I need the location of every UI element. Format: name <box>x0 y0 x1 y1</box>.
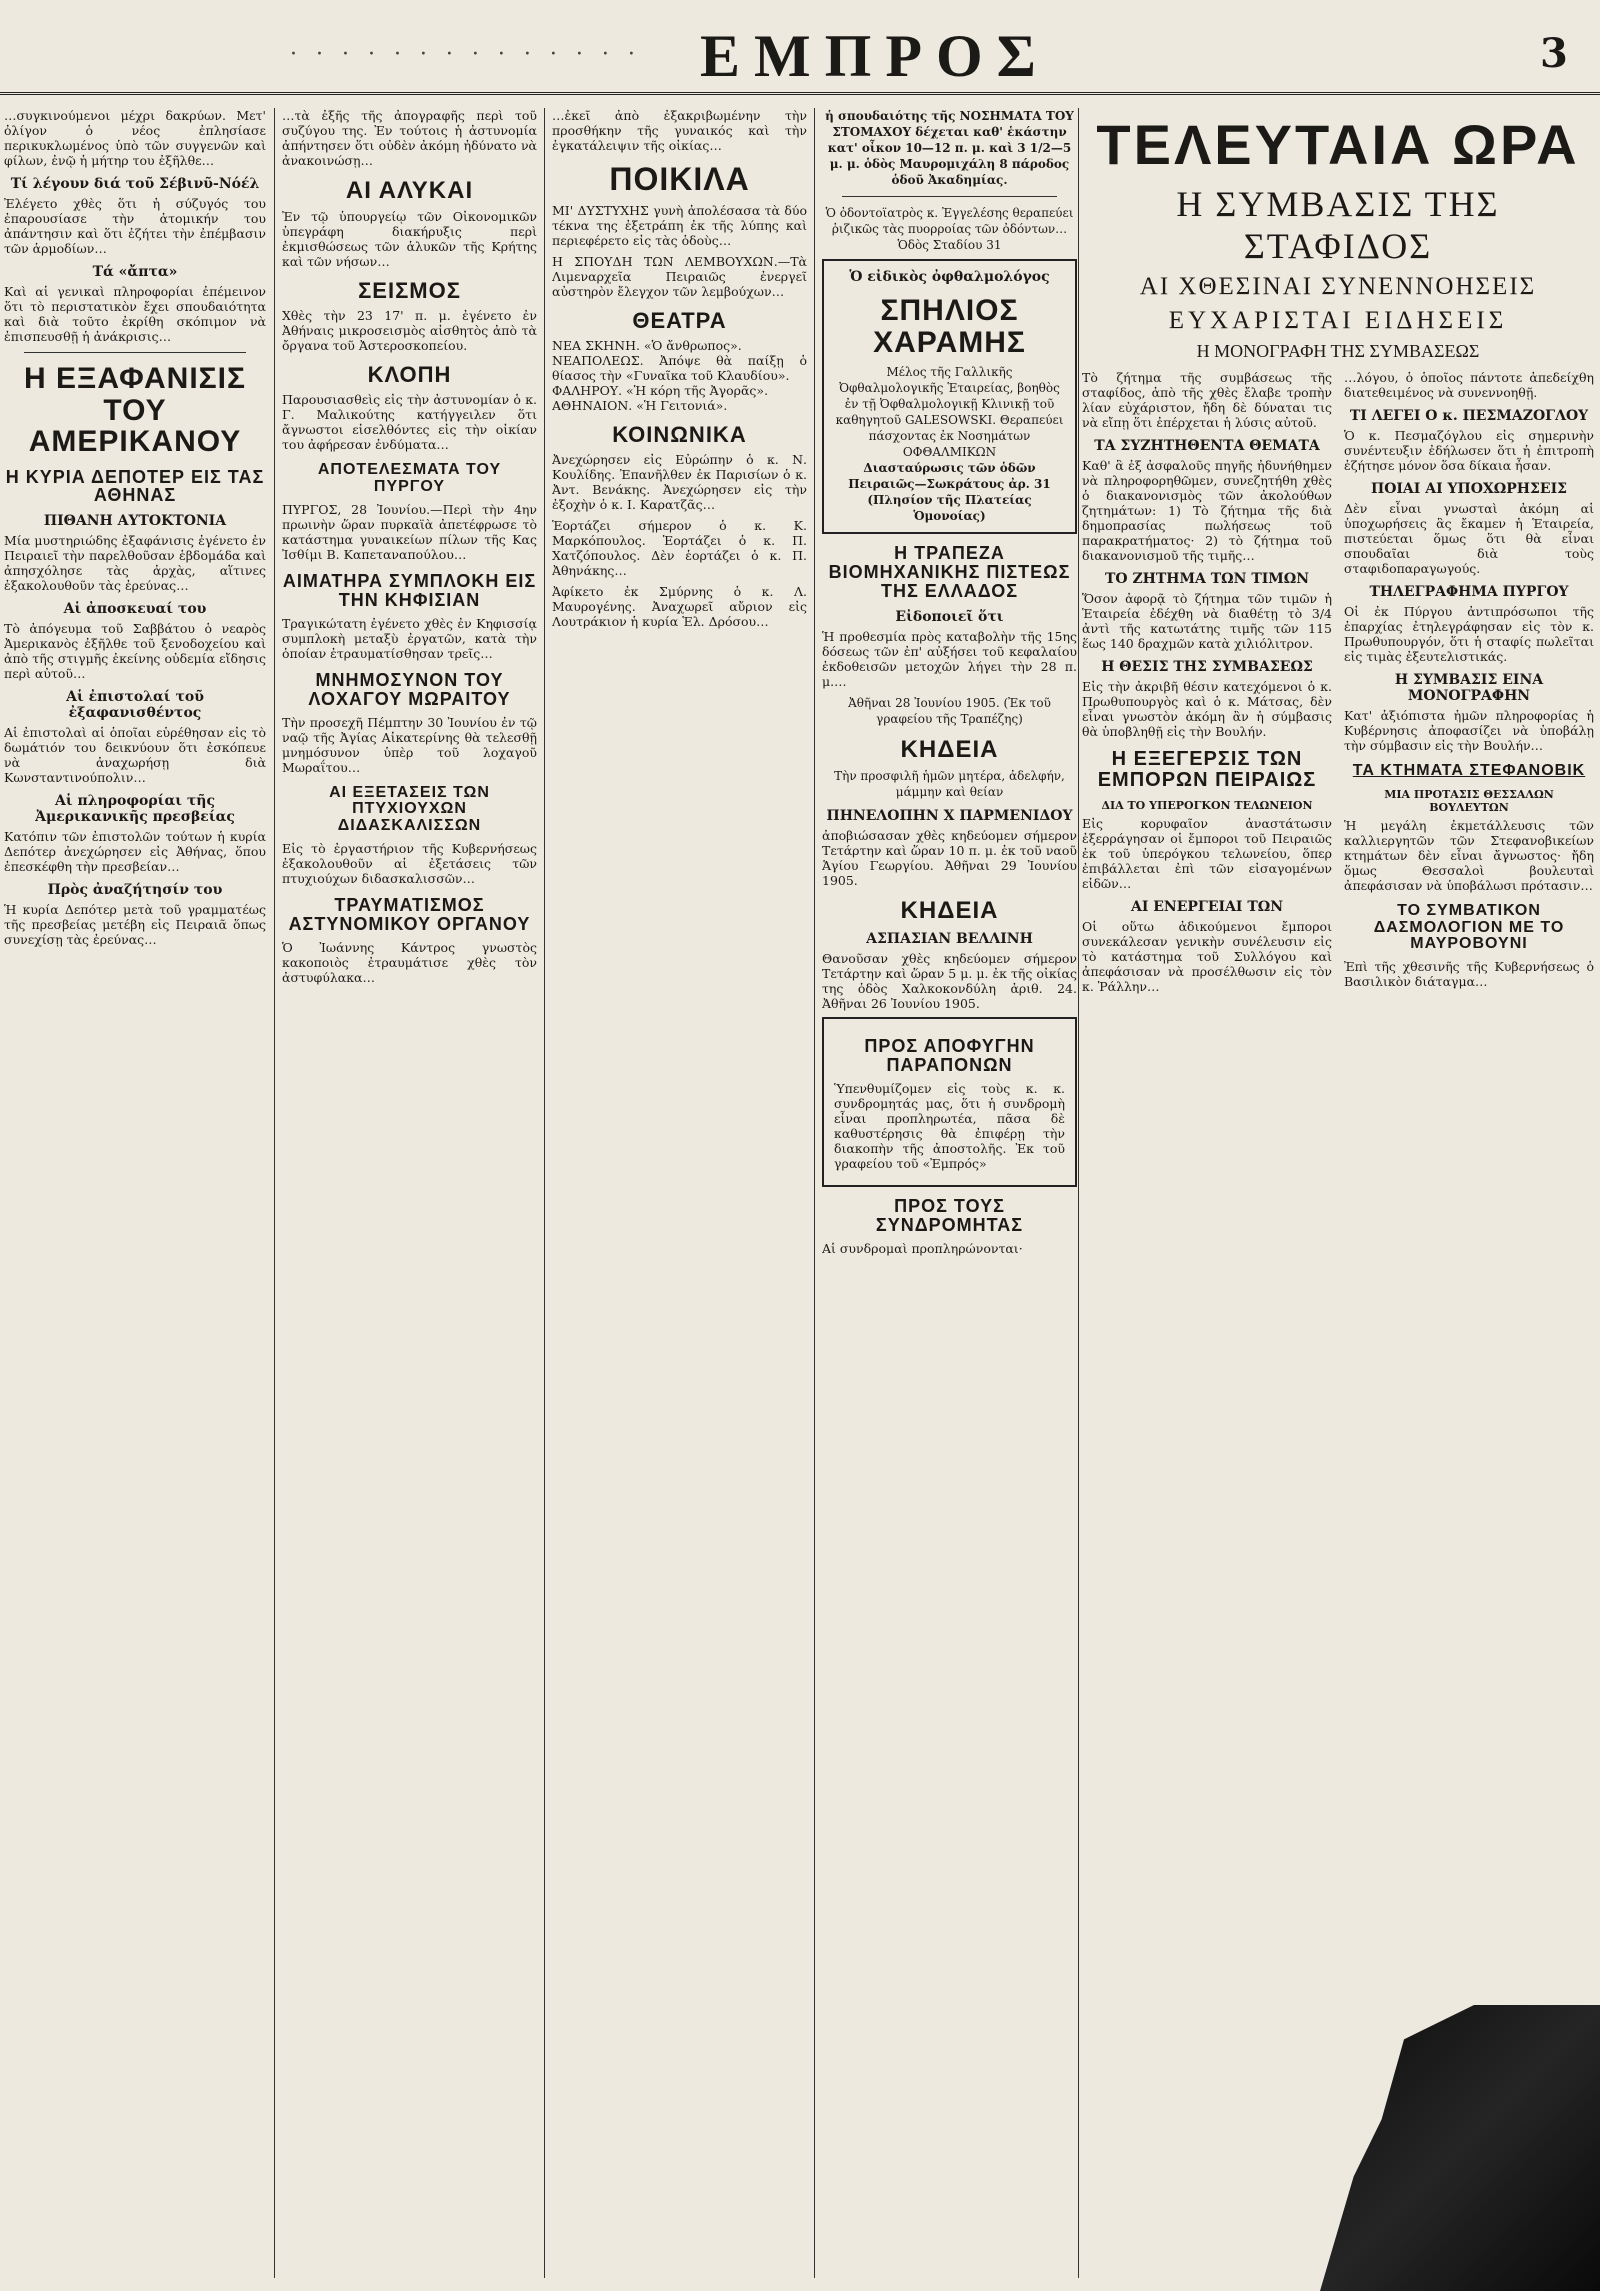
article-paragraph: Ἀφίκετο ἐκ Σμύρνης ὁ κ. Λ. Μαυρογένης. Ἀναχωρεῖ αὔριον εἰς Λουτράκιον ἡ κυρία Ἑλ. Δρόσου… <box>552 583 807 629</box>
section-heading: Η ΣΥΜΒΑΣΙΣ ΕΙΝΑ ΜΟΝΟΓΡΑΦΗΝ <box>1394 672 1544 704</box>
section-heading: ΤΙ ΛΕΓΕΙ Ο κ. ΠΕΣΜΑΖΟΓΛΟΥ <box>1349 408 1589 424</box>
article-headline: Η ΕΞΕΓΕΡΣΙΣ ΤΩΝ ΕΜΠΟΡΩΝ ΠΕΙΡΑΙΩΣ <box>1097 748 1317 791</box>
page-number: 3 <box>1540 30 1568 77</box>
section-heading: Τί λέγουν διά τοῦ Σέβινῦ-Νόέλ <box>10 176 260 192</box>
article-paragraph: Τὸ ζήτημα τῆς συμβάσεως τῆς σταφίδος, ἀπὸ τῆς χθὲς ἔλαβε τροπὴν λίαν εὐχάριστον, ἤδη δὲ δύναται τις νὰ εἴπῃ ὅτι ἐπέρχεται ἡ λύσις αὐτοῦ. <box>1082 370 1332 430</box>
notice-paragraph: Ὑπενθυμίζομεν εἰς τοὺς κ. κ. συνδρομητάς μας, ὅτι ἡ συνδρομὴ εἶναι προπληρωτέα, πᾶσα δὲ καθυστέρησις θὰ ἐπιφέρῃ τὴν διακοπὴν τῆς ἀποστολῆς. Ἐκ τοῦ γραφείου τοῦ «Ἐμπρός» <box>834 1080 1065 1171</box>
article-subheadline: ΜΙΑ ΠΡΟΤΑΣΙΣ ΘΕΣΣΑΛΩΝ ΒΟΥΛΕΥΤΩΝ <box>1384 787 1554 814</box>
article-paragraph: Οἱ ἐκ Πύργου ἀντιπρόσωποι τῆς ἐπαρχίας ἐτηλεγράφησαν εἰς τὸν κ. Πρωθυπουργόν, ὅτι ἡ σταφίς πωλεῖται εἰς τιμὰς ἐξευτελιστικάς. <box>1344 604 1594 664</box>
funeral-intro: Τὴν προσφιλῆ ἡμῶν μητέρα, ἀδελφήν, μάμμην καὶ θείαν <box>834 768 1065 799</box>
article-headline: ΚΛΟΠΗ <box>367 362 452 388</box>
article-paragraph: Ἀνεχώρησεν εἰς Εὐρώπην ὁ κ. Ν. Κουλίδης. Ἐπανῆλθεν ἐκ Παρισίων ὁ κ. Ἀντ. Βενάκης. Ἀνεχώρησεν εἰς τὴν ἐξοχὴν ὁ κ. Ι. Καρατζᾶς… <box>552 451 807 512</box>
article-paragraph: Μία μυστηριώδης ἐξαφάνισις ἐγένετο ἐν Πειραιεῖ τὴν παρελθοῦσαν ἑβδομάδα καὶ ἀπησχόλησε τὰς ἀρχὰς, αἵτινες ἐξακολουθοῦν τὰς ἐρεύνας… <box>4 533 266 594</box>
article-paragraph: …ἐκεῖ ἀπὸ ἐξακριβωμένην τὴν προσθήκην τῆς γυναικός καὶ τὴν ἐγκατάλειψιν τῆς οἰκίας… <box>552 108 807 153</box>
section-headline: ΘΕΑΤΡΑ <box>632 307 727 333</box>
article-headline: ΤΟ ΣΥΜΒΑΤΙΚΟΝ ΔΑΣΜΟΛΟΓΙΟΝ ΜΕ ΤΟ ΜΑΥΡΟΒΟΥΝΙ <box>1373 901 1565 953</box>
notice-paragraph: Ἡ προθεσμία πρὸς καταβολὴν τῆς 15ης δόσεως τῶν ἐπ' αὐξήσει τοῦ κεφαλαίου ἐκδοθεισῶν μετοχῶν λήγει τὴν 28 π. μ.… <box>822 628 1077 689</box>
section-heading: Αἱ ἀποσκευαί του <box>63 601 207 618</box>
article-paragraph: Κατόπιν τῶν ἐπιστολῶν τούτων ἡ κυρία Δεπότερ ἀνεχώρησεν εἰς Ἀθήνας, ὅπου ἐπεσκέφθη τὴν πρεσβείαν… <box>4 829 266 875</box>
section-heading: ΤΗΛΕΓΡΑΦΗΜΑ ΠΥΡΓΟΥ <box>1369 584 1569 600</box>
notice-signature: Ἀθῆναι 28 Ἰουνίου 1905. (Ἐκ τοῦ γραφείου τῆς Τραπέζης) <box>848 695 1051 726</box>
funeral-paragraph: ἀποβιώσασαν χθὲς κηδεύομεν σήμερον Τετάρτην καὶ ὥραν 10 π. μ. ἐκ τοῦ ναοῦ Ἁγίου Γεωργίου. Ἀθῆναι 29 Ἰουνίου 1905. <box>822 827 1077 888</box>
article-paragraph: Αἱ ἐπιστολαὶ αἱ ὁποῖαι εὑρέθησαν εἰς τὸ δωμάτιόν του δεικνύουν ὅτι ἐσκόπευε νὰ ἀναχωρήσῃ διὰ Κωνσταντινούπολιν… <box>4 725 266 786</box>
article-paragraph: Οἱ οὕτω ἀδικούμενοι ἔμποροι συνεκάλεσαν γενικὴν συνέλευσιν εἰς τὸ κατάστημα τοῦ Συλλόγου καὶ ἀπεφάσισαν νὰ προσέλθωσιν εἰς τὸν κ. Ῥάλλην… <box>1082 919 1332 994</box>
section-heading: ΑΙ ΕΝΕΡΓΕΙΑΙ ΤΩΝ <box>1130 899 1284 915</box>
article-paragraph: Τὸ ἀπόγευμα τοῦ Σαββάτου ὁ νεαρὸς Ἀμερικανὸς ἐξῆλθε τοῦ ξενοδοχείου καὶ ἀπὸ τῆς στιγμῆς ἐκείνης οὐδεμία εἴδησις περὶ αὐτοῦ… <box>4 621 266 682</box>
article-headline: ΑΙ ΑΛΥΚΑΙ <box>345 177 474 204</box>
article-paragraph: Ὁ Ἰωάννης Κάντρος γνωστὸς κακοποιὸς ἐτραυμάτισε χθὲς τὸν ἀστυφύλακα… <box>282 939 537 985</box>
article-paragraph: Ἐν τῷ ὑπουργείῳ τῶν Οἰκονομικῶν ὑπεγράφη διακήρυξις περὶ ἐκμισθώσεως τῶν ἁλυκῶν τῆς Κρήτης καὶ τῶν νήσων… <box>282 209 537 270</box>
section-heading: Πρὸς ἀναζήτησίν του <box>47 882 223 899</box>
section-heading: ΠΟΙΑΙ ΑΙ ΥΠΟΧΩΡΗΣΕΙΣ <box>1370 481 1568 497</box>
section-heading: ΤΑ ΣΥΖΗΤΗΘΕΝΤΑ ΘΕΜΑΤΑ <box>1094 438 1320 454</box>
notice-paragraph: Αἱ συνδρομαὶ προπληρώνονται· <box>822 1240 1023 1256</box>
currant-convention-headline: Η ΣΥΜΒΑΣΙΣ ΤΗΣ ΣΤΑΦΙΔΟΣ <box>1176 184 1500 266</box>
article-paragraph: …τὰ ἐξῆς τῆς ἀπογραφῆς περὶ τοῦ συζύγου της. Ἐν τούτοις ἡ ἀστυνομία ἀπήντησεν ὅτι οὐδὲν ἀκόμη ἠδύνατο νὰ ἀνακοινώσῃ… <box>282 108 537 168</box>
funeral-headline: ΚΗΔΕΙΑ <box>900 735 999 763</box>
article-paragraph: Ἐλέγετο χθὲς ὅτι ἡ σύζυγός του ἐπαρουσίασε τὴν ἀτομικήν του ἀπάντησιν καὶ ὅτι ἐζήτει τὴν ἐπέμβασιν τῶν ἁρμοδίων… <box>4 196 266 256</box>
column-rule <box>814 108 815 2278</box>
column-3 <box>552 108 807 2278</box>
article-headline: ΑΠΟΤΕΛΕΣΜΑΤΑ ΤΟΥ ΠΥΡΓΟΥ <box>317 461 502 496</box>
subcolumn-right <box>1344 370 1594 1000</box>
masthead-dots: · · · · · · · · · · · · · · <box>290 42 641 67</box>
funeral-name: ΠΗΝΕΛΟΠΗΝ Χ ΠΑΡΜΕΝΙΔΟΥ <box>826 807 1073 824</box>
article-paragraph: …συγκινούμενοι μέχρι δακρύων. Μετ' ὀλίγον ὁ νέος ἐπλησίασε περικυκλωμένος ὑπὸ τῶν συγγενῶν καὶ φίλων, ἐνῷ ἡ μήτηρ του ἐξῆλθε… <box>4 108 266 168</box>
notice-headline: ΠΡΟΣ ΑΠΟΦΥΓΗΝ ΠΑΡΑΠΟΝΩΝ <box>864 1036 1035 1075</box>
funeral-paragraph: Θανοῦσαν χθὲς κηδεύομεν σήμερον Τετάρτην καὶ ὥραν 5 μ. μ. ἐκ τῆς οἰκίας της ὁδὸς Χαλκοκονδύλη ἀριθ. 24. Ἀθῆναι 26 Ἰουνίου 1905. <box>822 951 1077 1012</box>
article-paragraph: Η ΣΠΟΥΔΗ ΤΩΝ ΛΕΜΒΟΥΧΩΝ.—Τὰ Λιμεναρχεῖα Πειραιῶς ἐνεργεῖ αὐστηρὸν ἔλεγχον τῶν λεμβούχων… <box>552 253 807 299</box>
article-paragraph: Ὁ κ. Πεσμαζόγλου εἰς σημερινὴν συνέντευξιν ἐδήλωσεν ὅτι ἡ ἐπιτροπὴ ἐζήτησε μόνον ὅσα δίκαια ἦσαν. <box>1344 428 1594 473</box>
article-paragraph: Ἡ κυρία Δεπότερ μετὰ τοῦ γραμματέως τῆς πρεσβείας μετέβη εἰς Πειραιᾶ ὅπως συνεχίσῃ τὰς ἐρεύνας… <box>4 902 266 948</box>
article-headline: ΤΑ ΚΤΗΜΑΤΑ ΣΤΕΦΑΝΟΒΙΚ <box>1352 762 1586 779</box>
article-subheadline: ΔΙΑ ΤΟ ΥΠΕΡΟΓΚΟΝ ΤΕΛΩΝΕΙΟΝ <box>1101 799 1313 812</box>
article-headline: Η ΕΞΑΦΑΝΙΣΙΣ ΤΟΥ ΑΜΕΡΙΚΑΝΟΥ <box>24 362 246 458</box>
article-paragraph: Εἰς τὸ ἐργαστήριον τῆς Κυβερνήσεως ἐξακολουθοῦν αἱ ἐξετάσεις τῶν πτυχιούχων διδασκαλισσῶν… <box>282 840 537 886</box>
section-heading: Η ΘΕΣΙΣ ΤΗΣ ΣΥΜΒΑΣΕΩΣ <box>1101 659 1313 675</box>
article-paragraph: Ἐπὶ τῆς χθεσινῆς τῆς Κυβερνήσεως ὁ Βασιλικὸν διάταγμα… <box>1344 959 1594 990</box>
section-heading: Τά «ἄπτα» <box>92 264 178 280</box>
advert-dentist: Ὁ ὀδοντοϊατρὸς κ. Ἐγγελέσης θεραπεύει ῥιζικῶς τὰς πυορροίας τῶν ὀδόντων… Ὁδὸς Σταδίου 31 <box>825 206 1074 252</box>
article-paragraph: Κατ' ἀξιόπιστα ἡμῶν πληροφορίας ἡ Κυβέρνησις ἀποφασίζει νὰ ὑποβάλῃ τὴν σύμβασιν εἰς τὴν Βουλήν… <box>1344 708 1594 753</box>
column-rule <box>1078 108 1079 2278</box>
article-paragraph: Καὶ αἱ γενικαὶ πληροφορίαι ἐπέμεινον ὅτι τὸ περιστατικὸν ἔχει σπουδαιότητα καὶ διὰ τοῦτο ἐκρίθη σκόπιμον νὰ ἐπισπευσθῇ ἡ ἀνάκρισις… <box>4 284 266 344</box>
section-headline: ΠΟΙΚΙΛΑ <box>609 161 750 197</box>
latest-hour-headline: ΤΕΛΕΥΤΑΙΑ ΩΡΑ <box>1096 113 1580 176</box>
article-paragraph: Δὲν εἶναι γνωσταὶ ἀκόμη αἱ ὑποχωρήσεις ἃς ἔκαμεν ἡ Ἑταιρεία, πιστεύεται ὅμως ὅτι θὰ εἶναι σπουδαῖαι διὰ τοὺς σταφιδοπαραγωγούς. <box>1344 501 1594 576</box>
column-latest-hour <box>1082 108 1594 2278</box>
article-paragraph: Καθ' ἃ ἐξ ἀσφαλοῦς πηγῆς ἠδυνήθημεν νὰ πληροφορηθῶμεν, συνεζητήθη χθὲς ὁ διακανονισμὸς τῶν ἀκολούθων ζητημάτων: 1) Τὸ ζήτημα τῆς διὰ δημοπρασίας πωλήσεως τοῦ παρακρατήματος· 2) τὸ ζήτημα τοῦ διακανονισμοῦ τῆς τιμῆς… <box>1082 458 1332 563</box>
advert-stomach: ἡ σπουδαιότης τῆς ΝΟΣΗΜΑΤΑ ΤΟΥ ΣΤΟΜΑΧΟΥ δέχεται καθ' ἑκάστην κατ' οἶκον 10—12 π. μ. καὶ 3 1/2—5 μ. μ. ὁδὸς Μαυρομιχάλη 8 πάροδος ὁδοῦ Ἀκαδημίας. <box>825 109 1074 187</box>
article-subheadline: Η ΚΥΡΙΑ ΔΕΠΟΤΕΡ ΕΙΣ ΤΑΣ ΑΘΗΝΑΣ <box>5 466 265 506</box>
article-paragraph: Εἰς τὴν ἀκριβῆ θέσιν κατεχόμενοι ὁ κ. Πρωθυπουργὸς καὶ ὁ κ. Μάτσας, δὲν εἶναι γνωστὸν ἀκόμη ἂν ἡ σύμβασις θὰ ὑποβληθῇ εἰς τὴν Βουλήν. <box>1082 679 1332 739</box>
article-paragraph: Τραγικώτατη ἐγένετο χθὲς ἐν Κηφισσίᾳ συμπλοκὴ μεταξὺ ἐργατῶν, κατὰ τὴν ὁποίαν ἐτραυματίσθησαν τρεῖς… <box>282 615 537 661</box>
column-4 <box>822 108 1077 2278</box>
notice-headline: Η ΤΡΑΠΕΖΑ ΒΙΟΜΗΧΑΝΙΚΗΣ ΠΙΣΤΕΩΣ ΤΗΣ ΕΛΛΑΔΟΣ <box>828 543 1071 601</box>
notice-subhead: Εἰδοποιεῖ ὅτι <box>895 608 1004 625</box>
section-heading: ΤΟ ΖΗΤΗΜΑ ΤΩΝ ΤΙΜΩΝ <box>1104 571 1310 587</box>
article-paragraph: ΜΙ' ΔΥΣΤΥΧΗΣ γυνὴ ἀπολέσασα τὰ δύο τέκνα της ἐξετράπη ἐκ τῆς λύπης καὶ περιεφέρετο εἰς τὰς ὁδοὺς… <box>552 202 807 248</box>
notice-headline: ΠΡΟΣ ΤΟΥΣ ΣΥΝΔΡΟΜΗΤΑΣ <box>875 1195 1024 1235</box>
article-paragraph: Παρουσιασθεὶς εἰς τὴν ἀστυνομίαν ὁ κ. Γ. Μαλικούτης κατήγγειλεν ὅτι ἄγνωστοι εἰσελθόντες εἰς τὴν οἰκίαν του ἀφήρεσαν ἐνδύματα… <box>282 392 537 453</box>
funeral-name: ΑΣΠΑΣΙΑΝ ΒΕΛΛΙΝΗ <box>866 931 1033 948</box>
article-paragraph: …λόγου, ὁ ὁποῖος πάντοτε ἀπεδείχθη διατεθειμένος νὰ συνεννοηθῇ. <box>1344 370 1594 400</box>
funeral-headline: ΚΗΔΕΙΑ <box>900 896 999 924</box>
article-paragraph: Εἰς κορυφαῖον ἀναστάτωσιν ἐξερράγησαν οἱ ἔμποροι τοῦ Πειραιῶς ἐκ τοῦ ὑπερόγκου τελωνείου, ὅπερ ἐπιβάλλεται ἐπὶ τῶν εἰσαγομένων εἰδῶν… <box>1082 816 1332 891</box>
latest-hour-subcolumns <box>1082 370 1594 1000</box>
advert-ophthalmologist <box>822 259 1077 534</box>
section-heading: Αἱ πληροφορίαι τῆς Ἀμερικανικῆς πρεσβείας <box>35 793 235 826</box>
article-kicker: ΠΙΘΑΝΗ ΑΥΤΟΚΤΟΝΙΑ <box>43 513 227 530</box>
yesterday-talks-headline: ΑΙ ΧΘΕΣΙΝΑΙ ΣΥΝΕΝΝΟΗΣΕΙΣ <box>1139 273 1537 300</box>
subcolumn-left <box>1082 370 1332 1000</box>
advert-kicker: Ὁ εἰδικὸς ὀφθαλμολόγος <box>849 269 1050 285</box>
article-paragraph: Χθὲς τὴν 23 17' π. μ. ἐγένετο ἐν Ἀθήναις μικροσεισμὸς αἰσθητὸς ἀπὸ τὰ ὄργανα τοῦ Ἀστεροσκοπείου. <box>282 308 537 354</box>
article-paragraph: ΝΕΑ ΣΚΗΝΗ. «Ὁ ἄνθρωπος». ΝΕΑΠΟΛΕΩΣ. Ἀπόψε θὰ παίξῃ ὁ θίασος τὴν «Γυναῖκα τοῦ Κλαυδίου». ΦΑΛΗΡΟΥ. «Ἡ κόρη τῆς Ἀγορᾶς». ΑΘΗΝΑΙΟΝ. «Ἡ Γειτονιά». <box>552 337 807 413</box>
article-headline: ΣΕΙΣΜΟΣ <box>358 278 461 304</box>
newspaper-title: ΕΜΠΡΟΣ <box>700 23 1050 89</box>
article-paragraph: Ἡ μεγάλη ἐκμετάλλευσις τῶν καλλιεργητῶν τῶν Στεφανοβικείων κτημάτων δὲν εἶναι ἄγνωστος· ἤδη ὅμως Θεσσαλοὶ βουλευταὶ ἀπεφάσισαν νὰ ὑποβάλωσι πρότασιν… <box>1344 817 1594 893</box>
column-rule <box>274 108 275 2278</box>
article-paragraph: Ἑορτάζει σήμερον ὁ κ. Κ. Μαρκόπουλος. Ἑορτάζει ὁ κ. Π. Χατζόπουλος. Δὲν ἑορτάζει ὁ κ. Π. Ἀθηνάκης… <box>552 517 807 578</box>
article-headline: ΜΝΗΜΟΣΥΝΟΝ ΤΟΥ ΛΟΧΑΓΟΥ ΜΩΡΑΙΤΟΥ <box>308 669 511 709</box>
column-1 <box>4 108 266 2278</box>
section-headline: ΚΟΙΝΩΝΙΚΑ <box>612 421 747 447</box>
section-heading: Αἱ ἐπιστολαί τοῦ ἐξαφανισθέντος <box>66 689 204 722</box>
subscriber-notice <box>822 1017 1077 1187</box>
masthead <box>0 0 1600 95</box>
column-rule <box>544 108 545 2278</box>
monograph-headline: Η ΜΟΝΟΓΡΑΦΗ ΤΗΣ ΣΥΜΒΑΣΕΩΣ <box>1196 341 1480 361</box>
article-headline: ΑΙΜΑΤΗΡΑ ΣΥΜΠΛΟΚΗ ΕΙΣ ΤΗΝ ΚΗΦΙΣΙΑΝ <box>282 570 537 610</box>
article-headline: ΤΡΑΥΜΑΤΙΣΜΟΣ ΑΣΤΥΝΟΜΙΚΟΥ ΟΡΓΑΝΟΥ <box>288 894 531 934</box>
divider <box>842 196 1057 197</box>
article-paragraph: ΠΥΡΓΟΣ, 28 Ἰουνίου.—Περὶ τὴν 4ην πρωινὴν ὥραν πυρκαϊὰ ἀπετέφρωσε τὸ κατάστημα γυναικείων πίλων τῆς Κας Ἰσθίμι Β. Καπεταναπούλου… <box>282 501 537 562</box>
column-2 <box>282 108 537 2278</box>
article-paragraph: Ὅσον ἀφορᾷ τὸ ζήτημα τῶν τιμῶν ἡ Ἑταιρεία ἐδέχθη νὰ διαθέτῃ τὸ 3/4 ἀντὶ τῆς κατωτάτης τιμῆς τῶν 115 ἕως 140 δραχμῶν κατὰ χιλιόλιτρον. <box>1082 591 1332 651</box>
pleasant-news-headline: ΕΥΧΑΡΙΣΤΑΙ ΕΙΔΗΣΕΙΣ <box>1168 307 1508 334</box>
advert-text: Μέλος τῆς Γαλλικῆς Ὀφθαλμολογικῆς Ἑταιρείας, βοηθὸς ἐν τῇ Ὀφθαλμολογικῇ Κλινικῇ τοῦ καθηγητοῦ GALESOWSKI. Θεραπεύει πάσχοντας ἐκ Νοσημάτων ΟΦΘΑΛΜΙΚΩΝ <box>835 365 1064 459</box>
article-paragraph: Τὴν προσεχῆ Πέμπτην 30 Ἰουνίου ἐν τῷ ναῷ τῆς Ἀγίας Αἰκατερίνης θὰ τελεσθῇ μνημόσυνον ὑπὲρ τοῦ λοχαγοῦ Μωραΐτου… <box>282 714 537 775</box>
advert-address: Διασταύρωσις τῶν ὁδῶν Πειραιῶς—Σωκράτους ἀρ. 31 (Πλησίον τῆς Πλατείας Ὁμονοίας) <box>848 461 1051 523</box>
advert-title: ΣΠΗΛΙΟΣ ΧΑΡΑΜΗΣ <box>873 294 1026 359</box>
article-headline: ΑΙ ΕΞΕΤΑΣΕΙΣ ΤΩΝ ΠΤΥΧΙΟΥΧΩΝ ΔΙΔΑΣΚΑΛΙΣΣΩΝ <box>329 783 490 835</box>
divider <box>24 352 246 353</box>
